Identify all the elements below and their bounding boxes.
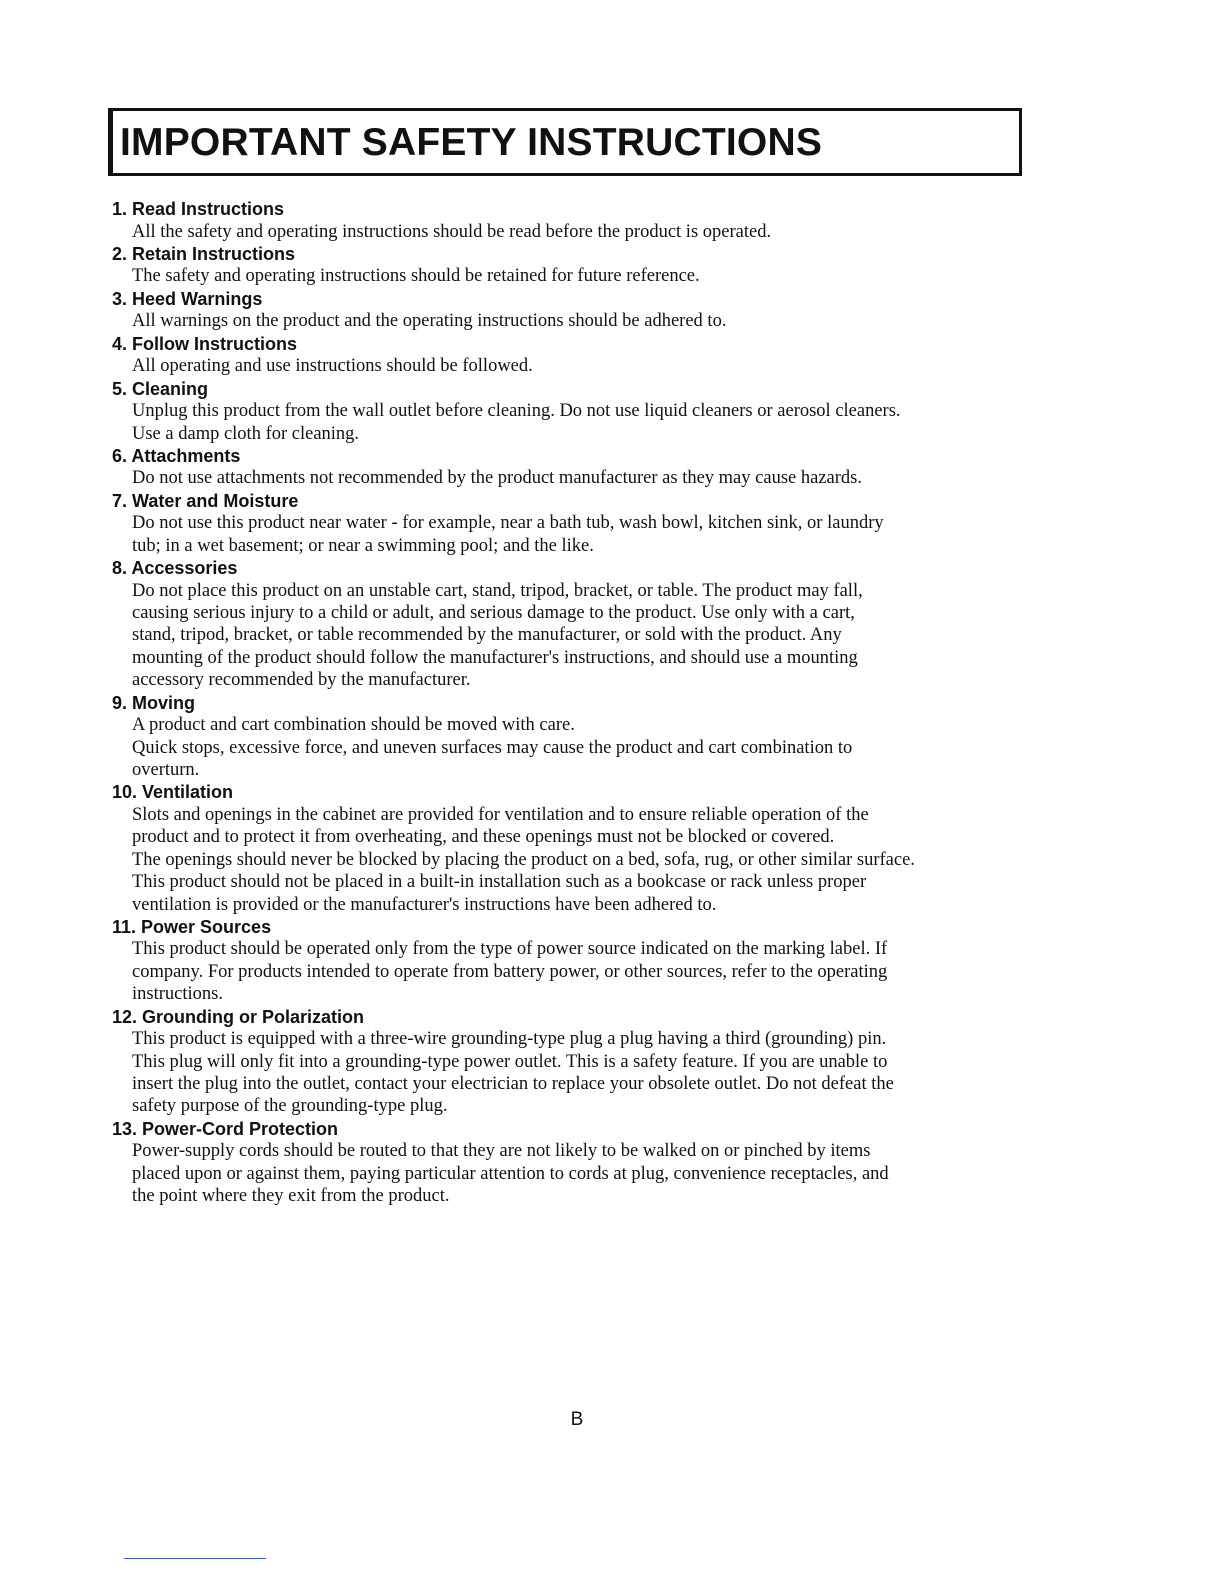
section-text-line: Use a damp cloth for cleaning. xyxy=(132,423,360,444)
section-text-line: placed upon or against them, paying particular attention to cords at plug, convenience receptacles, and xyxy=(132,1163,889,1184)
section-text-line: This product should be operated only from the type of power source indicated on the marking label. If xyxy=(132,939,888,960)
page-title: IMPORTANT SAFETY INSTRUCTIONS xyxy=(120,121,823,164)
section-text-line: All the safety and operating instructions should be read before the product is operated. xyxy=(132,221,772,242)
instruction-section-6 xyxy=(112,445,1072,490)
section-heading: 4. Follow Instructions xyxy=(112,333,298,354)
page-number: B xyxy=(570,1409,584,1430)
section-body xyxy=(112,804,1072,916)
section-text-line: ventilation is provided or the manufacturer's instructions have been adhered to. xyxy=(132,894,717,915)
instruction-section-4 xyxy=(112,333,1072,378)
section-text-line: All warnings on the product and the operating instructions should be adhered to. xyxy=(132,311,727,332)
section-heading: 12. Grounding or Polarization xyxy=(112,1006,365,1027)
section-heading: 11. Power Sources xyxy=(112,916,272,937)
section-text-line: The openings should never be blocked by placing the product on a bed, sofa, rug, or other similar surface. xyxy=(132,849,915,870)
instructions-list xyxy=(112,198,1072,1208)
section-heading: 1. Read Instructions xyxy=(112,199,285,219)
section-body xyxy=(112,938,1072,1005)
section-text-line: This product is equipped with a three-wire grounding-type plug a plug having a third (grounding) pin. xyxy=(132,1029,887,1050)
section-heading: 8. Accessories xyxy=(112,558,238,579)
section-body xyxy=(112,400,1072,445)
section-text-line: causing serious injury to a child or adult, and serious damage to the product. Use only with a cart, xyxy=(132,603,855,624)
instruction-section-7 xyxy=(112,490,1072,557)
section-body xyxy=(112,355,1072,377)
section-text-line: mounting of the product should follow the manufacturer's instructions, and should use a mounting xyxy=(132,647,858,668)
section-body xyxy=(112,265,1072,287)
section-body xyxy=(112,310,1072,332)
section-text-line: Unplug this product from the wall outlet before cleaning. Do not use liquid cleaners or aerosol cleaners. xyxy=(132,401,901,422)
section-text-line: Power-supply cords should be routed to that they are not likely to be walked on or pinched by items xyxy=(132,1141,871,1162)
instruction-section-2 xyxy=(112,243,1072,288)
section-text-line: Do not use attachments not recommended by the product manufacturer as they may cause hazards. xyxy=(132,468,862,489)
footer-rule xyxy=(124,1558,266,1559)
section-body xyxy=(112,580,1072,692)
section-text-line: All operating and use instructions should be followed. xyxy=(132,356,533,377)
section-heading: 9. Moving xyxy=(112,692,196,713)
section-text-line: overturn. xyxy=(132,760,200,780)
title-box xyxy=(108,108,1022,176)
section-text-line: product and to protect it from overheating, and these openings must not be blocked or covered. xyxy=(132,827,835,848)
instruction-section-11 xyxy=(112,916,1072,1006)
section-heading: 7. Water and Moisture xyxy=(112,490,299,511)
section-text-line: safety purpose of the grounding-type plug. xyxy=(132,1096,448,1117)
instruction-section-8 xyxy=(112,557,1072,692)
section-text-line: stand, tripod, bracket, or table recommended by the manufacturer, or sold with the product. Any xyxy=(132,625,842,646)
section-text-line: insert the plug into the outlet, contact your electrician to replace your obsolete outlet. Do not defeat the xyxy=(132,1073,894,1094)
section-text-line: the point where they exit from the product. xyxy=(132,1186,450,1207)
section-text-line: tub; in a wet basement; or near a swimming pool; and the like. xyxy=(132,535,594,556)
section-body xyxy=(112,512,1072,557)
instruction-section-13 xyxy=(112,1118,1072,1208)
section-body xyxy=(112,221,1072,243)
section-text-line: company. For products intended to operate from battery power, or other sources, refer to the operating xyxy=(132,961,888,982)
section-body xyxy=(112,1028,1072,1118)
instruction-section-10 xyxy=(112,781,1072,916)
section-heading: 10. Ventilation xyxy=(112,782,234,803)
section-heading: 5. Cleaning xyxy=(112,378,209,399)
section-body xyxy=(112,714,1072,781)
instruction-section-12 xyxy=(112,1006,1072,1118)
section-text-line: accessory recommended by the manufacturer. xyxy=(132,670,471,691)
section-text-line: Slots and openings in the cabinet are provided for ventilation and to ensure reliable operation of the xyxy=(132,804,869,825)
section-text-line: This product should not be placed in a built-in installation such as a bookcase or rack unless proper xyxy=(132,872,867,893)
instruction-section-1 xyxy=(112,198,1072,243)
section-text-line: Do not place this product on an unstable cart, stand, tripod, bracket, or table. The product may fall, xyxy=(132,580,863,601)
section-heading: 13. Power-Cord Protection xyxy=(112,1118,339,1139)
section-body xyxy=(112,1140,1072,1207)
instruction-section-3 xyxy=(112,288,1072,333)
section-text-line: A product and cart combination should be moved with care. xyxy=(132,715,575,736)
section-text-line: Quick stops, excessive force, and uneven surfaces may cause the product and cart combination to xyxy=(132,737,853,758)
section-text-line: This plug will only fit into a grounding-type power outlet. This is a safety feature. If you are unable to xyxy=(132,1051,888,1072)
section-body xyxy=(112,467,1072,489)
section-text-line: instructions. xyxy=(132,984,223,1005)
section-text-line: The safety and operating instructions should be retained for future reference. xyxy=(132,266,700,287)
instruction-section-9 xyxy=(112,692,1072,782)
section-heading: 3. Heed Warnings xyxy=(112,288,263,309)
instruction-section-5 xyxy=(112,378,1072,445)
section-text-line: Do not use this product near water - for example, near a bath tub, wash bowl, kitchen sink, or laundry xyxy=(132,513,884,534)
section-heading: 2. Retain Instructions xyxy=(112,243,296,264)
section-heading: 6. Attachments xyxy=(112,445,241,466)
